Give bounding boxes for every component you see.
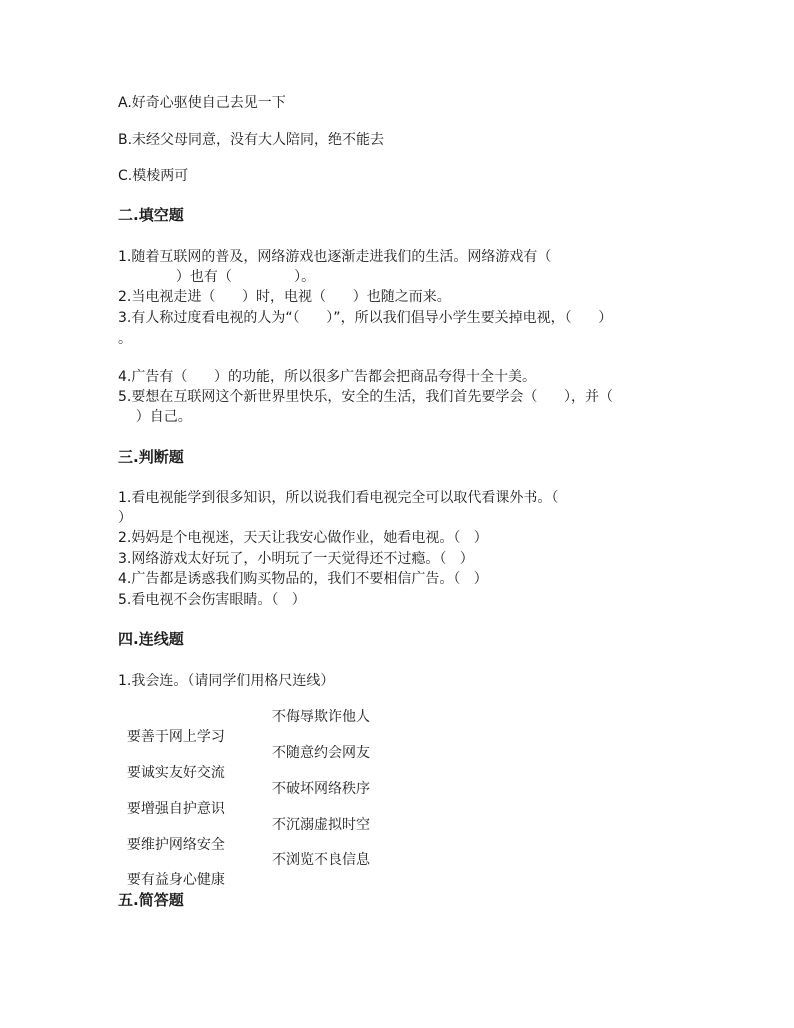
fill-blank-line: 。 (118, 331, 132, 347)
choice-option-a: A.好奇心驱使自己去见一下 (118, 95, 286, 111)
fill-blank-line: 2.当电视走进（ ）时，电视（ ）也随之而来。 (118, 289, 451, 305)
section-heading-matching: 四.连线题 (118, 630, 184, 648)
fill-blank-line: 3.有人称过度看电视的人为“（ ）”，所以我们倡导小学生要关掉电视，（ ） (118, 310, 613, 326)
true-false-line: 4.广告都是诱惑我们购买物品的，我们不要相信广告。（ ） (118, 571, 488, 587)
fill-blank-line: 4.广告有（ ）的功能，所以很多广告都会把商品夸得十全十美。 (118, 369, 537, 385)
fill-blank-line: 5.要想在互联网这个新世界里快乐，安全的生活，我们首先要学会（ ），并（ (118, 389, 614, 405)
matching-left-item: 要诚实友好交流 (126, 765, 225, 781)
true-false-line: 2.妈妈是个电视迷，天天让我安心做作业，她看电视。（ ） (118, 530, 488, 546)
true-false-line: ） (118, 510, 132, 526)
matching-right-item: 不浏览不良信息 (272, 852, 370, 868)
fill-blank-line: ）自己。 (118, 409, 192, 425)
matching-left-item: 要善于网上学习 (126, 729, 225, 745)
choice-option-c: C.模棱两可 (118, 168, 189, 184)
section-heading-true-false: 三.判断题 (118, 448, 184, 466)
true-false-line: 3.网络游戏太好玩了，小明玩了一天觉得还不过瘾。（ ） (118, 551, 474, 567)
matching-right-item: 不随意约会网友 (272, 745, 370, 761)
fill-blank-line: 1.随着互联网的普及，网络游戏也逐渐走进我们的生活。网络游戏有（ (118, 249, 552, 265)
matching-right-item: 不沉溺虚拟时空 (272, 817, 370, 833)
choice-option-b: B.未经父母同意，没有大人陪同，绝不能去 (118, 132, 385, 148)
matching-left-item: 要维护网络安全 (126, 837, 225, 853)
true-false-line: 5.看电视不会伤害眼睛。（ ） (118, 592, 306, 608)
section-heading-short-answer: 五.简答题 (118, 891, 184, 909)
matching-right-item: 不破坏网络秩序 (272, 781, 370, 797)
matching-left-item: 要有益身心健康 (126, 872, 225, 888)
true-false-line: 1.看电视能学到很多知识，所以说我们看电视完全可以取代看课外书。（ (118, 490, 559, 506)
matching-right-item: 不侮辱欺诈他人 (272, 709, 370, 725)
matching-instruction: 1.我会连。（请同学们用格尺连线） (118, 673, 335, 689)
fill-blank-line: ）也有（ ）。 (118, 269, 316, 285)
matching-left-item: 要增强自护意识 (126, 801, 225, 817)
section-heading-fill-blank: 二.填空题 (118, 206, 184, 224)
